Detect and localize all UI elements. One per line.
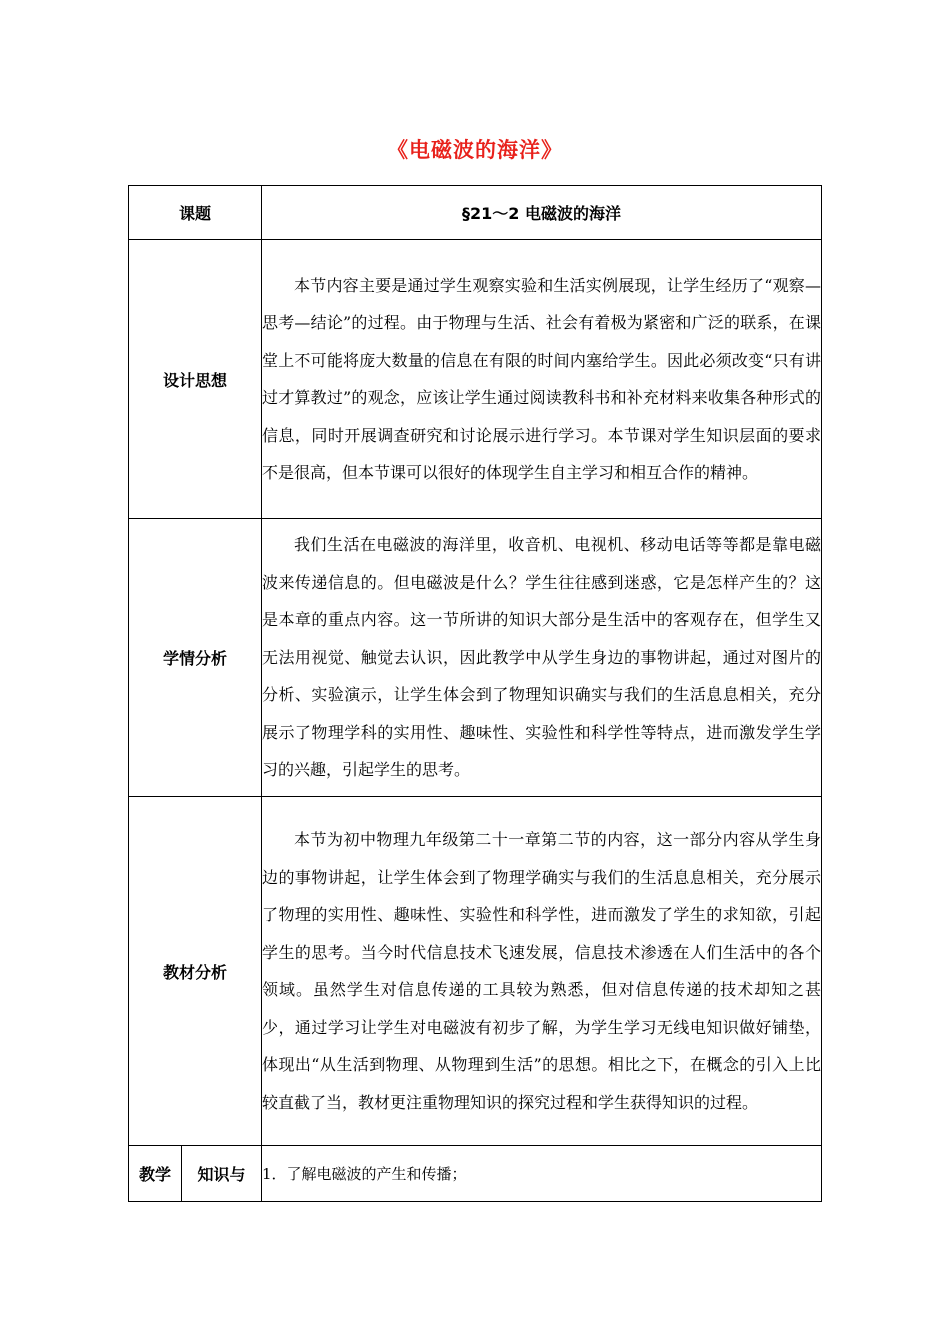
design-label: 设计思想 — [129, 240, 262, 519]
lesson-plan-table — [128, 185, 822, 1202]
design-text: 本节内容主要是通过学生观察实验和生活实例展现，让学生经历了“观察—思考—结论”的过程。由于物理与生活、社会有着极为紧密和广泛的联系，在课堂上不可能将庞大数量的信息在有限的时间内塞给学生。因此必须改变“只有讲过才算教过”的观念，应该让学生通过阅读教科书和补充材料来收集各种形式的信息，同时开展调查研究和讨论展示进行学习。本节课对学生知识层面的要求不是很高，但本节课可以很好的体现学生自主学习和相互合作的精神。 — [262, 240, 822, 519]
topic-label: 课题 — [129, 186, 262, 240]
knowledge-label: 知识与 — [182, 1146, 262, 1202]
topic-row — [129, 186, 822, 240]
teaching-label: 教学 — [129, 1146, 182, 1202]
objectives-row — [129, 1146, 822, 1202]
design-row — [129, 240, 822, 519]
document-title: 《电磁波的海洋》 — [387, 138, 563, 162]
material-analysis-text: 本节为初中物理九年级第二十一章第二节的内容，这一部分内容从学生身边的事物讲起，让学生体会到了物理学确实与我们的生活息息相关，充分展示了物理的实用性、趣味性、实验性和科学性，进而激发了学生的求知欲，引起学生的思考。当今时代信息技术飞速发展，信息技术渗透在人们生活中的各个领域。虽然学生对信息传递的工具较为熟悉，但对信息传递的技术却知之甚少，通过学习让学生对电磁波有初步了解，为学生学习无线电知识做好铺垫，体现出“从生活到物理、从物理到生活”的思想。相比之下，在概念的引入上比较直截了当，教材更注重物理知识的探究过程和学生获得知识的过程。 — [262, 797, 822, 1146]
student-analysis-text: 我们生活在电磁波的海洋里，收音机、电视机、移动电话等等都是靠电磁波来传递信息的。但电磁波是什么？学生往往感到迷惑，它是怎样产生的？这是本章的重点内容。这一节所讲的知识大部分是生活中的客观存在，但学生又无法用视觉、触觉去认识，因此教学中从学生身边的事物讲起，通过对图片的分析、实验演示，让学生体会到了物理知识确实与我们的生活息息相关，充分展示了物理学科的实用性、趣味性、实验性和科学性等特点，进而激发学生学习的兴趣，引起学生的思考。 — [262, 519, 822, 797]
objective-item: 1．了解电磁波的产生和传播； — [262, 1146, 822, 1202]
student-analysis-row — [129, 519, 822, 797]
material-analysis-label: 教材分析 — [129, 797, 262, 1146]
topic-value: §21～2 电磁波的海洋 — [262, 186, 822, 240]
student-analysis-label: 学情分析 — [129, 519, 262, 797]
material-analysis-row — [129, 797, 822, 1146]
